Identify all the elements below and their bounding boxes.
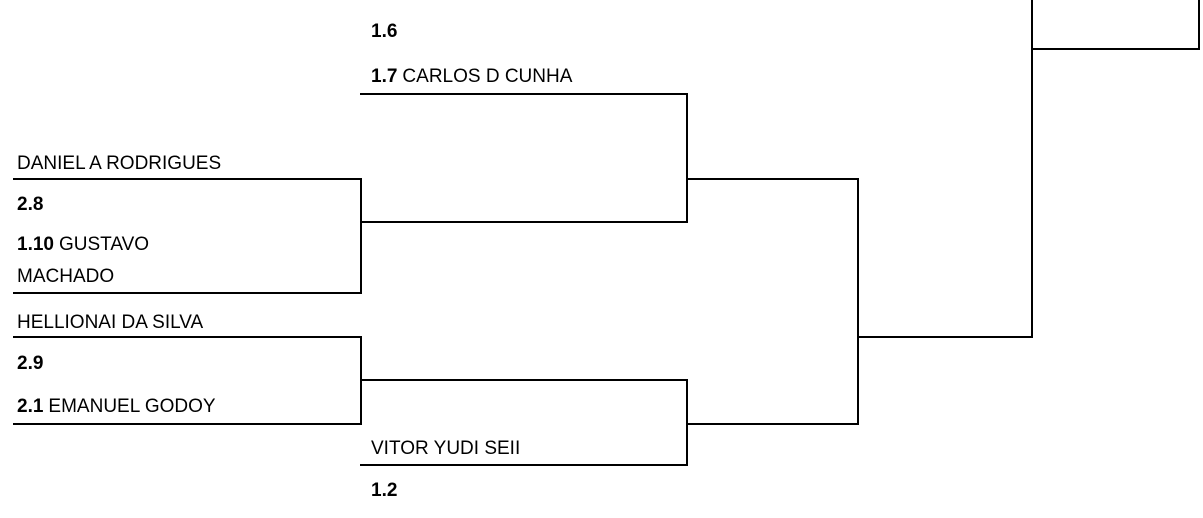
bracket-line xyxy=(686,178,859,180)
bracket-line xyxy=(13,178,362,180)
bracket-entry xyxy=(371,18,402,46)
entry-code: 2.8 xyxy=(17,194,44,215)
bracket-entry xyxy=(371,435,520,463)
bracket-line xyxy=(857,336,1033,338)
entry-name: EMANUEL GODOY xyxy=(48,396,216,417)
bracket-entry xyxy=(17,231,149,259)
bracket-entry xyxy=(17,309,203,337)
bracket-line xyxy=(360,221,688,223)
bracket-entry xyxy=(17,191,48,219)
bracket-line xyxy=(1031,48,1200,50)
bracket-line xyxy=(360,178,362,294)
entry-code: 1.2 xyxy=(371,480,398,501)
entry-name: CARLOS D CUNHA xyxy=(402,66,573,87)
bracket-line xyxy=(360,379,688,381)
entry-name: HELLIONAI DA SILVA xyxy=(17,312,204,333)
bracket-entry xyxy=(371,477,402,505)
entry-code: 1.7 xyxy=(371,66,398,87)
bracket-line xyxy=(360,93,688,95)
entry-name: DANIEL A RODRIGUES xyxy=(17,153,222,174)
bracket-line xyxy=(13,423,362,425)
bracket-entry xyxy=(371,63,572,91)
bracket-line xyxy=(686,423,859,425)
bracket-line xyxy=(13,292,362,294)
entry-name: VITOR YUDI SEII xyxy=(371,438,521,459)
entry-code: 1.10 xyxy=(17,234,54,255)
entry-name: GUSTAVO xyxy=(58,234,150,255)
bracket-entry xyxy=(17,393,216,421)
entry-code: 2.1 xyxy=(17,396,44,417)
bracket-line xyxy=(857,178,859,425)
bracket-line xyxy=(360,464,688,466)
bracket-line xyxy=(1198,0,1200,50)
bracket-entry xyxy=(17,350,48,378)
entry-code: 2.9 xyxy=(17,353,44,374)
bracket-line xyxy=(686,93,688,223)
entry-name: MACHADO xyxy=(17,266,115,287)
bracket-entry xyxy=(17,150,221,178)
bracket-line xyxy=(13,336,362,338)
bracket-entry-continued xyxy=(17,263,114,291)
bracket-line xyxy=(1031,0,1033,338)
entry-code: 1.6 xyxy=(371,21,398,42)
